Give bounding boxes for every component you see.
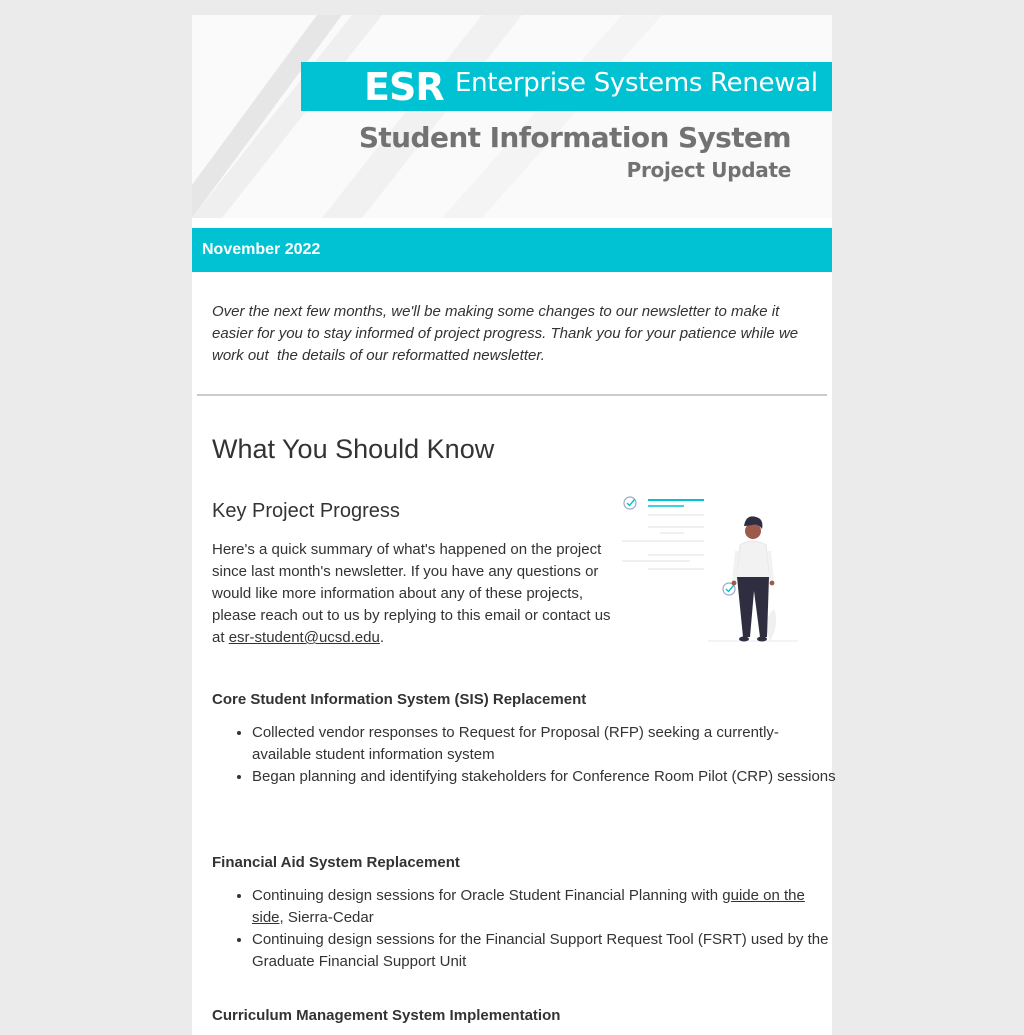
financial-aid-list: [212, 885, 837, 973]
guide-on-the-side-link[interactable]: guide on the side: [252, 887, 805, 926]
key-progress-text: Here's a quick summary of what's happened on the project since last month's newsletter. If you have any questions or would like more information about any of these projects, please reach out to us by replying to this email or contact us at: [212, 541, 611, 646]
contact-email-link[interactable]: esr-student@ucsd.edu: [228, 629, 380, 646]
section-title-financial-aid: Financial Aid System Replacement: [212, 854, 460, 871]
list-item: • Continuing design sessions for the Financial Support Request Tool (FSRT) used by the Graduate Financial Support Unit: [252, 929, 837, 973]
banner-subtitle: Project Update: [626, 158, 791, 182]
section-title-curriculum: Curriculum Management System Implementation: [212, 1007, 561, 1024]
person-checklist-illustration: [620, 493, 800, 645]
header-banner: [192, 15, 832, 218]
key-progress-body: [212, 539, 612, 649]
list-item: [252, 885, 837, 929]
newsletter-email: [192, 15, 836, 1035]
list-item: • Collected vendor responses to Request for Proposal (RFP) seeking a currently-available student information system: [252, 722, 837, 766]
date-label: November 2022: [202, 241, 321, 258]
key-progress-trailing: .: [379, 629, 385, 646]
list-item: • Began planning and identifying stakeholders for Conference Room Pilot (CRP) sessions: [252, 766, 837, 788]
date-bar: [192, 228, 832, 272]
list-item-text: Continuing design sessions for Oracle Student Financial Planning with: [252, 887, 723, 904]
core-sis-list: [212, 722, 837, 788]
key-progress-heading: Key Project Progress: [212, 500, 400, 522]
list-item-text: , Sierra-Cedar: [279, 909, 374, 926]
check-icon: [624, 497, 636, 509]
divider: [197, 394, 827, 396]
banner-title: Student Information System: [358, 121, 791, 154]
esr-logo: ESR: [364, 65, 444, 109]
program-name: Enterprise Systems Renewal: [455, 68, 818, 98]
intro-text: Over the next few months, we'll be making some changes to our newsletter to make it easier for you to stay informed of project progress. Thank you for your patience while we work out the details of our reformatted newsletter.: [212, 303, 803, 364]
banner-decoration: [192, 15, 832, 218]
esr-bar: [301, 62, 832, 111]
section-title-core-sis: Core Student Information System (SIS) Replacement: [212, 691, 587, 708]
main-heading: What You Should Know: [212, 434, 495, 464]
